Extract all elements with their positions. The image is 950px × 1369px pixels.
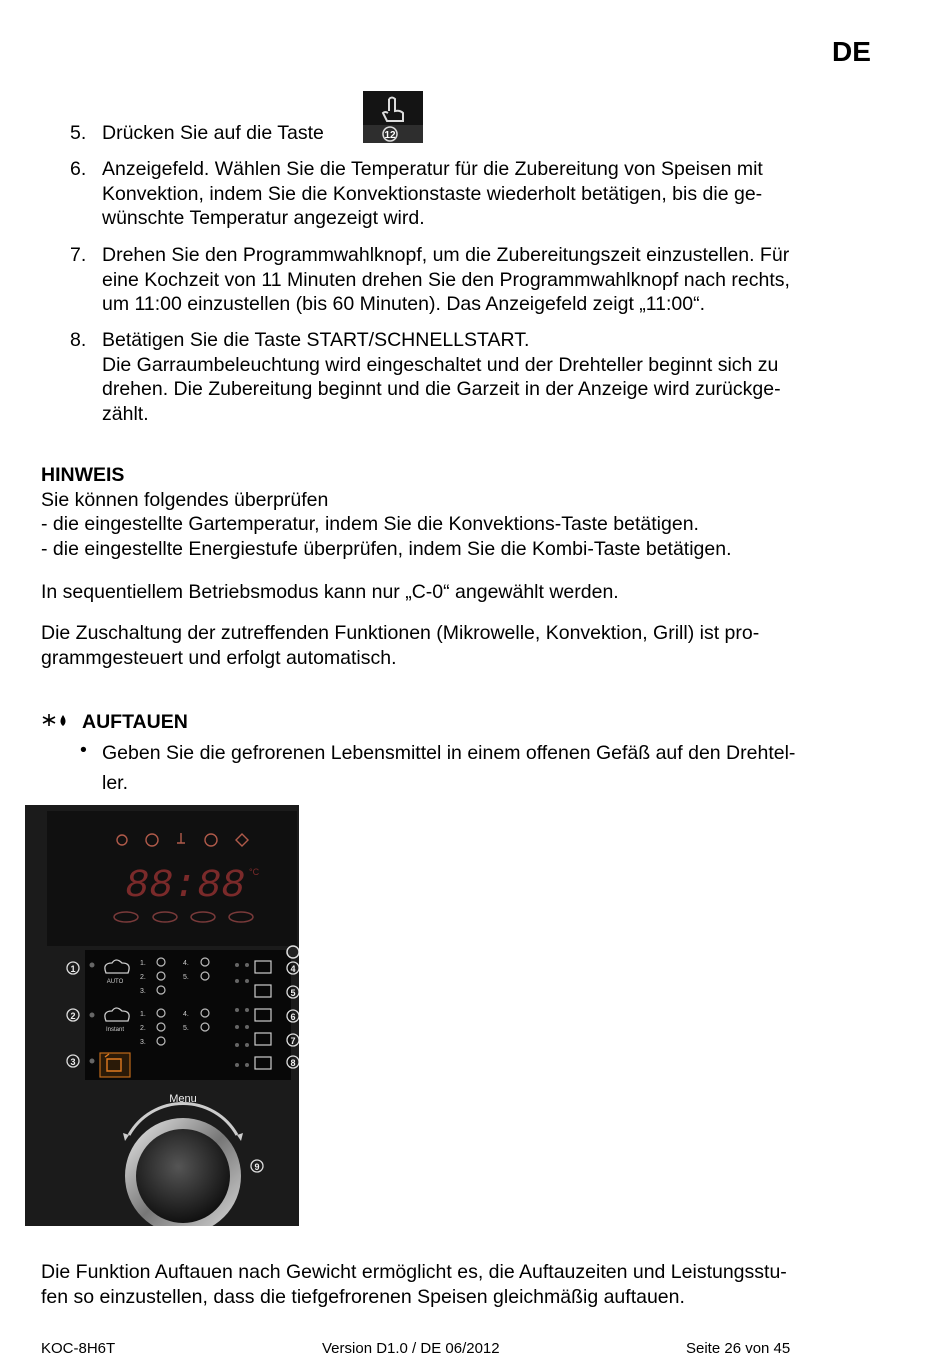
hinweis-line: - die eingestellte Energiestufe überprüfen, indem Sie die Kombi-Taste betätigen. [41, 537, 732, 560]
callout-7: 7 [290, 1036, 296, 1046]
hinweis-line: Sie können folgendes überprüfen [41, 488, 329, 511]
automatic-functions-note [41, 621, 901, 670]
celsius-indicator: °C [249, 867, 260, 877]
program-number: 4. [183, 960, 189, 967]
program-number: 4. [183, 1011, 189, 1018]
callout-6: 6 [290, 1012, 296, 1022]
callout-1: 1 [70, 964, 76, 974]
time-display: 88:88 [124, 864, 246, 909]
language-label: DE [832, 36, 871, 67]
program-number: 5. [183, 1025, 189, 1032]
step-line: Anzeigefeld. Wählen Sie die Temperatur für die Zubereitung von Speisen mit [102, 158, 763, 180]
callout-9: 9 [254, 1162, 260, 1172]
bullet-icon: • [80, 739, 87, 761]
auto-label: AUTO [106, 979, 124, 985]
callout-3: 3 [70, 1057, 76, 1067]
step-text: Drücken Sie auf die Taste [102, 122, 324, 144]
defrost-button[interactable] [100, 1053, 130, 1077]
note-line: grammgesteuert und erfolgt automatisch. [41, 646, 397, 669]
step-line: Drehen Sie den Programmwahlknopf, um die Zubereitungszeit einzustellen. Für [102, 244, 790, 266]
program-number: 1. [140, 960, 146, 967]
closing-line: Die Funktion Auftauen nach Gewicht ermöglicht es, die Auftauzeiten und Leistungsstu- [41, 1261, 787, 1283]
hinweis-line: - die eingestellte Gartemperatur, indem Sie die Konvektions-Taste betätigen. [41, 513, 699, 535]
step-line: zählt. [102, 402, 149, 425]
sequential-mode-note: In sequentiellem Betriebsmodus kann nur „C-0“ angewählt werden. [41, 581, 619, 603]
closing-line: fen so einzustellen, dass die tiefgefrorenen Speisen gleichmäßig auftauen. [41, 1285, 685, 1308]
step-line: drehen. Die Zubereitung beginnt und die Garzeit in der Anzeige wird zurückge- [102, 378, 781, 400]
auftauen-title: AUFTAUEN [82, 711, 188, 733]
control-panel-graphic [25, 805, 299, 1226]
note-line: Die Zuschaltung der zutreffenden Funktionen (Mikrowelle, Konvektion, Grill) ist pro- [41, 622, 760, 644]
defrost-icon [41, 712, 71, 728]
instant-label: Instant [105, 1027, 125, 1033]
start-button-icon [363, 91, 423, 143]
step-line: Betätigen Sie die Taste START/SCHNELLSTART. [102, 329, 530, 351]
footer-page: Seite 26 von 45 [686, 1340, 791, 1357]
start-button-number: 12 [384, 130, 396, 141]
auftauen-bullet [102, 738, 862, 798]
step-number: 6. [70, 158, 87, 180]
step-text [102, 157, 890, 231]
callout-4: 4 [290, 964, 296, 974]
footer-version: Version D1.0 / DE 06/2012 [322, 1340, 500, 1357]
step-text [102, 328, 890, 426]
step-line: Die Garraumbeleuchtung wird eingeschaltet und der Drehteller beginnt sich zu [102, 353, 779, 376]
step-line: eine Kochzeit von 11 Minuten drehen Sie den Programmwahlknopf nach rechts, [102, 268, 790, 291]
step-number: 7. [70, 244, 87, 266]
knob-center[interactable] [136, 1129, 230, 1223]
callout-2: 2 [70, 1011, 76, 1021]
step-line: um 11:00 einzustellen (bis 60 Minuten). Das Anzeigefeld zeigt „11:00“. [102, 293, 706, 315]
program-number: 2. [140, 1025, 146, 1032]
closing-paragraph [41, 1260, 901, 1309]
program-number: 3. [140, 988, 146, 995]
bullet-line: Geben Sie die gefrorenen Lebensmittel in einem offenen Gefäß auf den Drehtel- [102, 742, 796, 764]
step-line: wünschte Temperatur angezeigt wird. [102, 207, 425, 229]
step-number: 5. [70, 122, 87, 144]
step-text [102, 243, 890, 317]
hinweis-section [41, 463, 901, 561]
step-line: Konvektion, indem Sie die Konvektionstaste wiederholt betätigen, bis die ge- [102, 182, 763, 205]
program-number: 1. [140, 1011, 146, 1018]
menu-label: Menu [169, 1093, 197, 1105]
callout-5: 5 [290, 988, 296, 998]
footer-model: KOC-8H6T [41, 1340, 116, 1357]
step-number: 8. [70, 329, 87, 351]
bullet-line: ler. [102, 772, 129, 794]
program-number: 5. [183, 974, 189, 981]
callout-8: 8 [290, 1058, 296, 1068]
control-panel-image [25, 805, 299, 1226]
program-number: 2. [140, 974, 146, 981]
program-number: 3. [140, 1039, 146, 1046]
hinweis-title: HINWEIS [41, 464, 125, 486]
